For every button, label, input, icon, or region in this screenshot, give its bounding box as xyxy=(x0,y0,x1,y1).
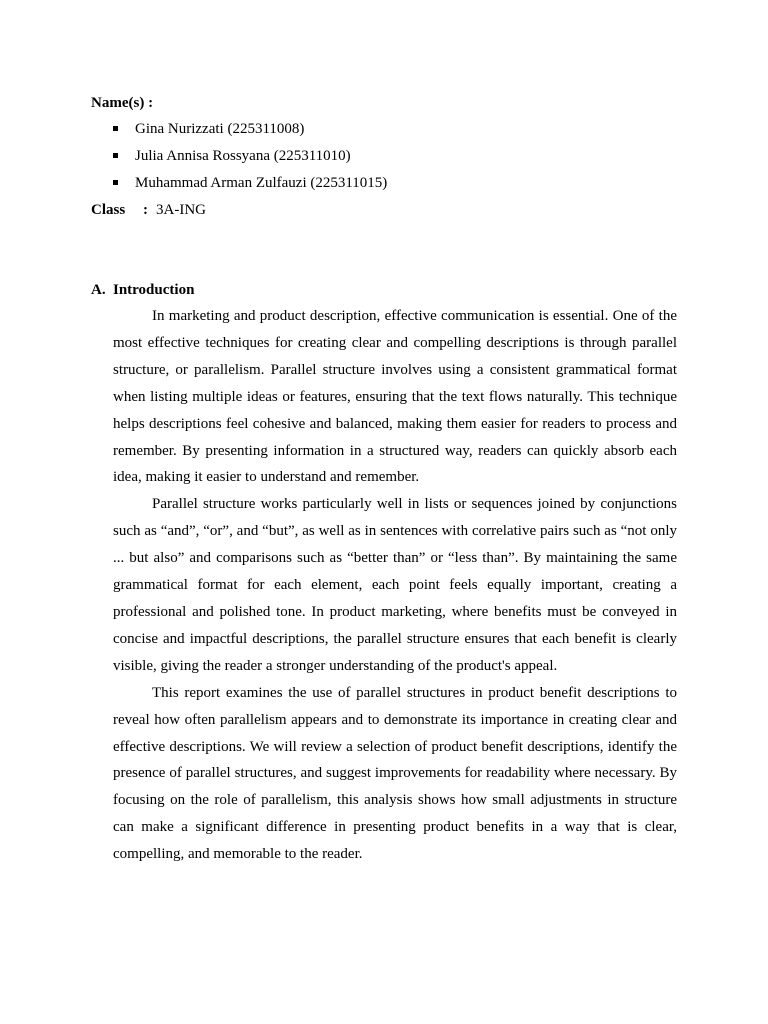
section-letter: A. xyxy=(91,282,106,298)
section-title: Introduction xyxy=(113,282,195,298)
square-bullet-icon xyxy=(113,180,118,185)
list-item xyxy=(91,119,387,146)
paragraph: Parallel structure works particularly well in lists or sequences joined by conjunctions such as “and”, “or”, and “but”, as well as in sentences with correlative pairs such as “not only ... but also” and comparisons such as “better than” or “less than”. By maintaining the same grammatical format for each element, each point feels equally important, creating a professional and polished tone. In product marketing, where benefits must be conveyed in concise and impactful descriptions, the parallel structure ensures that each benefit is clearly visible, giving the reader a stronger understanding of the product's appeal. xyxy=(113,496,677,674)
names-label: Name(s) : xyxy=(91,95,154,111)
class-line xyxy=(91,200,206,220)
paragraph: This report examines the use of parallel structures in product benefit descriptions to reveal how often parallelism appears and to demonstrate its importance in creating clear and effective descriptions. We will review a selection of product benefit descriptions, identify the presence of parallel structures, and suggest improvements for readability where necessary. By focusing on the role of parallelism, this analysis shows how small adjustments in structure can make a significant difference in presenting product benefits in a way that is clear, compelling, and memorable to the reader. xyxy=(113,684,677,863)
student-name: Gina Nurizzati (225311008) xyxy=(135,121,305,137)
paragraph: In marketing and product description, effective communication is essential. One of the most effective techniques for creating clear and compelling descriptions is through parallel structure, or parallelism. Parallel structure involves using a consistent grammatical format when listing multiple ideas or features, ensuring that the text flows naturally. This technique helps descriptions feel cohesive and balanced, making them easier for readers to process and remember. By presenting information in a structured way, readers can quickly absorb each idea, making it easier to understand and remember. xyxy=(113,308,677,486)
square-bullet-icon xyxy=(113,153,118,158)
introduction-body xyxy=(113,303,677,868)
student-name: Muhammad Arman Zulfauzi (225311015) xyxy=(135,175,388,191)
class-label: Class xyxy=(91,202,126,218)
list-item xyxy=(91,146,387,173)
class-colon: : xyxy=(143,202,148,218)
section-heading xyxy=(91,280,194,300)
square-bullet-icon xyxy=(113,126,118,131)
class-value: 3A-ING xyxy=(156,202,206,218)
list-item xyxy=(91,173,387,200)
student-name: Julia Annisa Rossyana (225311010) xyxy=(135,148,351,164)
names-list xyxy=(91,119,387,200)
